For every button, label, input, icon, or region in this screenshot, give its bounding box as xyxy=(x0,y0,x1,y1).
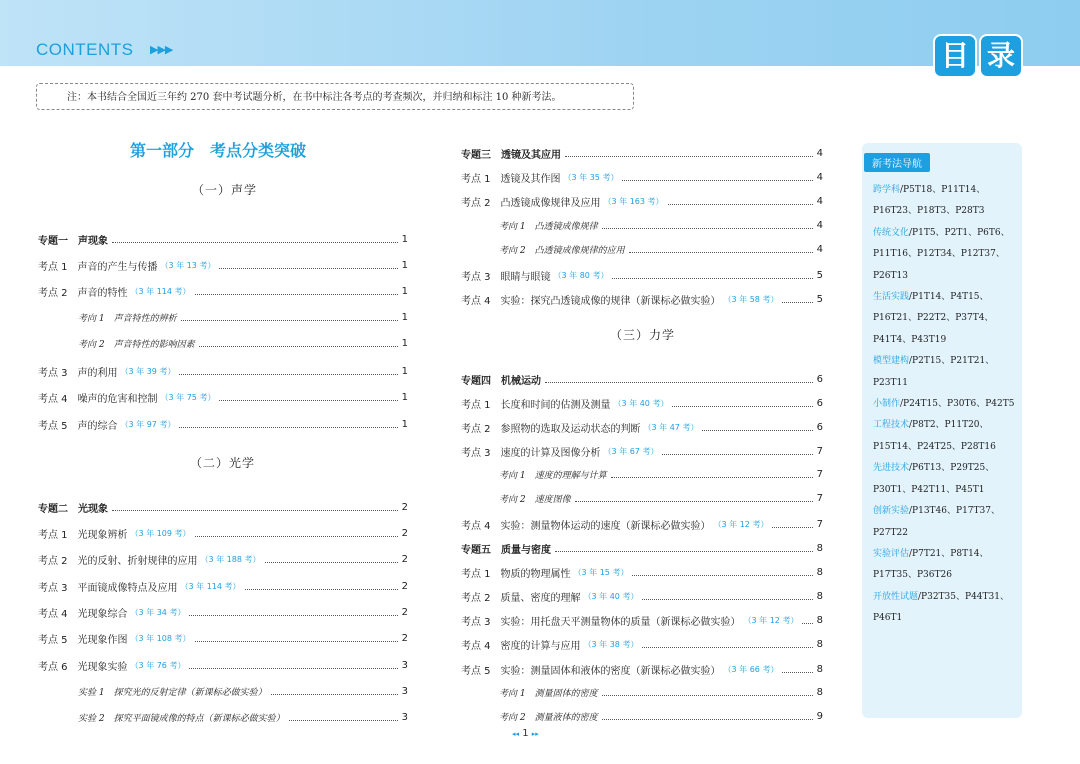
exam-frequency: （3 年 39 考） xyxy=(120,367,176,376)
arrows-icon: ▶▶▶ xyxy=(150,43,173,56)
leader-dots xyxy=(195,641,398,642)
contents-label: CONTENTS xyxy=(36,40,134,59)
mid-entry-label: 考点 1 透镜及其作图 xyxy=(461,174,561,185)
left-entry[interactable] xyxy=(38,658,408,673)
left-entry[interactable] xyxy=(38,500,408,515)
mid-entry-label: 考点 2 凸透镜成像规律及应用 xyxy=(461,198,601,209)
left-entry[interactable] xyxy=(38,579,408,594)
nav-item-name: 生活实践 xyxy=(873,292,910,303)
leader-dots xyxy=(602,695,813,696)
mid-entry-label: 专题四 机械运动 xyxy=(461,376,541,387)
nav-title: 新考法导航 xyxy=(864,153,930,172)
left-entry-label: 考点 2 光的反射、折射规律的应用 xyxy=(38,556,198,567)
mid-entry[interactable] xyxy=(461,444,823,459)
mid-entry[interactable] xyxy=(461,170,823,185)
leader-dots xyxy=(199,346,398,347)
exam-frequency: （3 年 108 考） xyxy=(130,634,191,643)
left-entry-label: 考点 1 声音的产生与传播 xyxy=(38,262,158,273)
nav-list xyxy=(873,180,1021,630)
mid-entry[interactable] xyxy=(461,194,823,209)
mid-entry[interactable] xyxy=(461,662,823,677)
section-mechanics: （三）力学 xyxy=(610,328,676,342)
exam-frequency: （3 年 12 考） xyxy=(713,520,769,529)
leader-dots xyxy=(642,647,812,648)
nav-item[interactable] xyxy=(873,415,1021,458)
nav-item[interactable] xyxy=(873,223,1021,287)
left-entry[interactable] xyxy=(38,605,408,620)
page-number xyxy=(512,728,539,739)
nav-item[interactable] xyxy=(873,180,1021,223)
leader-dots xyxy=(782,672,812,673)
page-ref: 4 xyxy=(816,196,823,207)
mid-entry-label: 考向 1 测量固体的密度 xyxy=(499,689,598,699)
page-ref: 1 xyxy=(401,338,408,349)
mid-entry[interactable] xyxy=(461,372,823,387)
page-ref: 8 xyxy=(816,543,823,554)
nav-item[interactable] xyxy=(873,587,1021,630)
mid-entry[interactable] xyxy=(461,396,823,411)
page-ref: 5 xyxy=(816,294,823,305)
mid-entry-label: 考向 2 测量液体的密度 xyxy=(499,713,598,723)
nav-item[interactable] xyxy=(873,394,1021,415)
left-entry-label: 考向 1 声音特性的辨析 xyxy=(78,314,177,324)
nav-item-name: 跨学科 xyxy=(873,185,901,195)
exam-frequency: （3 年 114 考） xyxy=(130,287,191,296)
mid-entry[interactable] xyxy=(461,565,823,580)
exam-frequency: （3 年 40 考） xyxy=(583,592,639,601)
page-ref: 7 xyxy=(816,519,823,530)
exam-frequency: （3 年 188 考） xyxy=(200,555,261,564)
part-title: 第一部分 考点分类突破 xyxy=(130,141,307,160)
page-ref: 6 xyxy=(816,398,823,409)
leader-dots xyxy=(622,180,812,181)
exam-frequency: （3 年 163 考） xyxy=(603,197,664,206)
page-ref: 4 xyxy=(816,172,823,183)
section-acoustics: （一）声学 xyxy=(192,183,258,197)
leader-dots xyxy=(662,454,812,455)
leader-dots xyxy=(668,204,813,205)
leader-dots xyxy=(672,406,812,407)
exam-frequency: （3 年 12 考） xyxy=(743,616,799,625)
mid-entry-label: 考向 1 凸透镜成像规律 xyxy=(499,222,598,232)
nav-item-refs: /P8T2、P11T20、P15T14、P24T25、P28T16 xyxy=(873,420,996,452)
leader-dots xyxy=(271,694,398,695)
page-ref: 4 xyxy=(816,220,823,231)
mid-entry-label: 考向 2 速度图像 xyxy=(499,495,571,505)
page-ref: 2 xyxy=(401,528,408,539)
exam-frequency: （3 年 34 考） xyxy=(130,608,186,617)
note-box: 注：本书结合全国近三年约 270 套中考试题分析，在书中标注各考点的考查频次，并归纳和标注 10 种新考法。 xyxy=(36,83,634,110)
exam-frequency: （3 年 38 考） xyxy=(583,640,639,649)
left-entry-label: 考点 5 声的综合 xyxy=(38,421,118,432)
page-ref: 2 xyxy=(401,633,408,644)
next-arrow-icon: ▸▸ xyxy=(531,730,539,738)
nav-item-name: 开放性试题 xyxy=(873,591,919,602)
left-entry-label: 考点 1 光现象辨析 xyxy=(38,530,128,541)
left-entry[interactable] xyxy=(78,711,408,724)
nav-item-refs: /P6T13、P29T25、P30T1、P42T11、P45T1 xyxy=(873,463,995,495)
mid-entry-label: 专题五 质量与密度 xyxy=(461,545,551,556)
leader-dots xyxy=(289,720,398,721)
exam-frequency: （3 年 76 考） xyxy=(130,661,186,670)
page-ref: 8 xyxy=(816,567,823,578)
exam-frequency: （3 年 97 考） xyxy=(120,420,176,429)
leader-dots xyxy=(602,719,813,720)
page-ref: 7 xyxy=(816,469,823,480)
nav-item-name: 模型建构 xyxy=(873,356,910,367)
leader-dots xyxy=(772,527,812,528)
mid-entry-label: 考点 2 参照物的选取及运动状态的判断 xyxy=(461,424,641,435)
mid-entry[interactable] xyxy=(461,541,823,556)
nav-item[interactable] xyxy=(873,351,1021,394)
page-ref: 1 xyxy=(401,419,408,430)
mid-entry[interactable] xyxy=(461,589,823,604)
left-entry-label: 考点 4 噪声的危害和控制 xyxy=(38,394,158,405)
exam-frequency: （3 年 67 考） xyxy=(603,447,659,456)
nav-item-refs: /P32T35、P44T31、P46T1 xyxy=(873,591,1009,624)
leader-dots xyxy=(555,551,813,552)
exam-frequency: （3 年 15 考） xyxy=(573,568,629,577)
page-ref: 9 xyxy=(816,711,823,722)
mid-entry[interactable] xyxy=(461,637,823,652)
page-ref: 1 xyxy=(401,312,408,323)
mid-entry[interactable] xyxy=(461,146,823,161)
leader-dots xyxy=(195,294,398,295)
leader-dots xyxy=(219,268,397,269)
leader-dots xyxy=(565,156,813,157)
left-entry[interactable] xyxy=(38,232,408,247)
page-ref: 1 xyxy=(401,286,408,297)
nav-item-refs: /P5T18、P11T14、P16T23、P18T3、P28T3 xyxy=(873,185,986,217)
leader-dots xyxy=(189,668,397,669)
nav-item-name: 工程技术 xyxy=(873,420,910,431)
mid-entry-label: 考点 4 密度的计算与应用 xyxy=(461,641,581,652)
left-entry-label: 考点 3 平面镜成像特点及应用 xyxy=(38,583,178,594)
exam-frequency: （3 年 66 考） xyxy=(723,665,779,674)
left-entry[interactable] xyxy=(38,417,408,432)
leader-dots xyxy=(642,599,812,600)
page-ref: 7 xyxy=(816,493,823,504)
leader-dots xyxy=(179,427,397,428)
leader-dots xyxy=(611,477,813,478)
exam-frequency: （3 年 80 考） xyxy=(553,271,609,280)
page-ref: 8 xyxy=(816,615,823,626)
left-entry-label: 考点 4 光现象综合 xyxy=(38,609,128,620)
left-entry[interactable] xyxy=(38,526,408,541)
left-entry[interactable] xyxy=(38,284,408,299)
mid-entry[interactable] xyxy=(499,219,823,232)
left-entry[interactable] xyxy=(38,390,408,405)
left-entry-label: 专题二 光现象 xyxy=(38,504,108,515)
nav-item[interactable] xyxy=(873,287,1021,351)
mid-entry-label: 考向 2 凸透镜成像规律的应用 xyxy=(499,246,625,256)
prev-arrow-icon: ◂◂ xyxy=(512,730,520,738)
left-entry-label: 考点 3 声的利用 xyxy=(38,368,118,379)
page-ref: 8 xyxy=(816,639,823,650)
page-ref: 7 xyxy=(816,446,823,457)
left-entry[interactable] xyxy=(78,337,408,350)
leader-dots xyxy=(112,510,398,511)
leader-dots xyxy=(219,400,397,401)
header-band xyxy=(0,0,1080,66)
left-entry[interactable] xyxy=(38,364,408,379)
mid-entry[interactable] xyxy=(461,268,823,283)
leader-dots xyxy=(179,374,397,375)
page-ref: 5 xyxy=(816,270,823,281)
page-ref: 1 xyxy=(401,366,408,377)
page-ref: 1 xyxy=(401,234,408,245)
left-entry[interactable] xyxy=(38,258,408,273)
nav-item-refs: /P2T15、P21T21、P23T11 xyxy=(873,356,995,388)
nav-item-refs: /P7T21、P8T14、P17T35、P36T26 xyxy=(873,548,989,581)
left-entry-label: 实验 1 探究光的反射定律（新课标必做实验） xyxy=(78,688,267,698)
page-number-value: 1 xyxy=(522,728,529,739)
mid-entry[interactable] xyxy=(461,292,823,307)
left-entry-label: 专题一 声现象 xyxy=(38,236,108,247)
exam-frequency: （3 年 40 考） xyxy=(613,399,669,408)
nav-item-refs: /P1T5、P2T1、P6T6、P11T16、P12T34、P12T37、P26T13 xyxy=(873,227,1010,281)
page-ref: 4 xyxy=(816,244,823,255)
page-ref: 6 xyxy=(816,422,823,433)
page-ref: 2 xyxy=(401,502,408,513)
mid-entry-label: 考点 2 质量、密度的理解 xyxy=(461,593,581,604)
nav-item-refs: /P24T15、P30T6、P42T5 xyxy=(900,399,1015,410)
nav-item[interactable] xyxy=(873,501,1021,544)
mid-entry[interactable] xyxy=(461,517,823,532)
mid-entry-label: 考点 4 实验：测量物体运动的速度（新课标必做实验） xyxy=(461,521,711,532)
leader-dots xyxy=(782,302,812,303)
page-ref: 8 xyxy=(816,687,823,698)
mid-entry-label: 考点 1 长度和时间的估测及测量 xyxy=(461,400,611,411)
page-ref: 1 xyxy=(401,260,408,271)
left-entry-label: 考向 2 声音特性的影响因素 xyxy=(78,340,195,350)
mid-entry-label: 考点 5 实验：测量固体和液体的密度（新课标必做实验） xyxy=(461,666,721,677)
mid-entry-label: 专题三 透镜及其应用 xyxy=(461,150,561,161)
nav-item-name: 创新实验 xyxy=(873,506,910,517)
leader-dots xyxy=(195,536,398,537)
leader-dots xyxy=(602,228,813,229)
section-optics: （二）光学 xyxy=(190,456,256,470)
leader-dots xyxy=(265,562,398,563)
exam-frequency: （3 年 58 考） xyxy=(723,295,779,304)
exam-frequency: （3 年 47 考） xyxy=(643,423,699,432)
leader-dots xyxy=(575,501,813,502)
left-entry[interactable] xyxy=(78,685,408,698)
mid-entry[interactable] xyxy=(499,710,823,723)
nav-item-name: 实验评估 xyxy=(873,548,910,559)
exam-frequency: （3 年 109 考） xyxy=(130,529,191,538)
mid-entry[interactable] xyxy=(461,613,823,628)
nav-item-refs: /P13T46、P17T37、P27T22 xyxy=(873,506,1000,538)
nav-item-name: 传统文化 xyxy=(873,227,910,238)
mid-entry-label: 考点 4 实验：探究凸透镜成像的规律（新课标必做实验） xyxy=(461,296,721,307)
leader-dots xyxy=(629,252,813,253)
nav-item-refs: /P1T14、P4T15、P16T21、P22T2、P37T4、P41T4、P43T19 xyxy=(873,292,994,345)
mid-entry-label: 考点 3 实验：用托盘天平测量物体的质量（新课标必做实验） xyxy=(461,617,741,628)
exam-frequency: （3 年 75 考） xyxy=(160,393,216,402)
leader-dots xyxy=(112,242,398,243)
left-entry-label: 考点 6 光现象实验 xyxy=(38,662,128,673)
page-ref: 2 xyxy=(401,581,408,592)
title-char-mu: 目 xyxy=(935,36,975,76)
page-ref: 3 xyxy=(401,686,408,697)
page-ref: 6 xyxy=(816,374,823,385)
leader-dots xyxy=(632,575,812,576)
nav-item-name: 小制作 xyxy=(873,399,901,410)
exam-frequency: （3 年 35 考） xyxy=(563,173,619,182)
nav-item[interactable] xyxy=(873,544,1021,587)
leader-dots xyxy=(612,278,812,279)
page-ref: 3 xyxy=(401,712,408,723)
mid-entry-label: 考点 3 眼睛与眼镜 xyxy=(461,272,551,283)
mid-entry[interactable] xyxy=(499,686,823,699)
mid-entry-label: 考点 3 速度的计算及图像分析 xyxy=(461,448,601,459)
page-ref: 8 xyxy=(816,591,823,602)
title-char-lu: 录 xyxy=(981,36,1021,76)
exam-frequency: （3 年 114 考） xyxy=(180,582,241,591)
leader-dots xyxy=(802,623,812,624)
page-ref: 2 xyxy=(401,554,408,565)
left-entry-label: 实验 2 探究平面镜成像的特点（新课标必做实验） xyxy=(78,714,285,724)
leader-dots xyxy=(702,430,812,431)
left-entry[interactable] xyxy=(38,631,408,646)
mid-entry-label: 考向 1 速度的理解与计算 xyxy=(499,471,607,481)
leader-dots xyxy=(189,615,397,616)
page-ref: 8 xyxy=(816,664,823,675)
mid-entry[interactable] xyxy=(461,420,823,435)
nav-item[interactable] xyxy=(873,458,1021,501)
leader-dots xyxy=(245,589,398,590)
mid-entry[interactable] xyxy=(499,492,823,505)
left-entry[interactable] xyxy=(78,311,408,324)
nav-item-name: 先进技术 xyxy=(873,463,910,474)
mid-entry-label: 考点 1 物质的物理属性 xyxy=(461,569,571,580)
mid-entry[interactable] xyxy=(499,243,823,256)
leader-dots xyxy=(181,320,398,321)
left-entry[interactable] xyxy=(38,552,408,567)
page-ref: 3 xyxy=(401,660,408,671)
page-ref: 4 xyxy=(816,148,823,159)
exam-frequency: （3 年 13 考） xyxy=(160,261,216,270)
mid-entry[interactable] xyxy=(499,468,823,481)
leader-dots xyxy=(545,382,813,383)
page-ref: 2 xyxy=(401,607,408,618)
left-entry-label: 考点 2 声音的特性 xyxy=(38,288,128,299)
left-entry-label: 考点 5 光现象作图 xyxy=(38,635,128,646)
page-ref: 1 xyxy=(401,392,408,403)
